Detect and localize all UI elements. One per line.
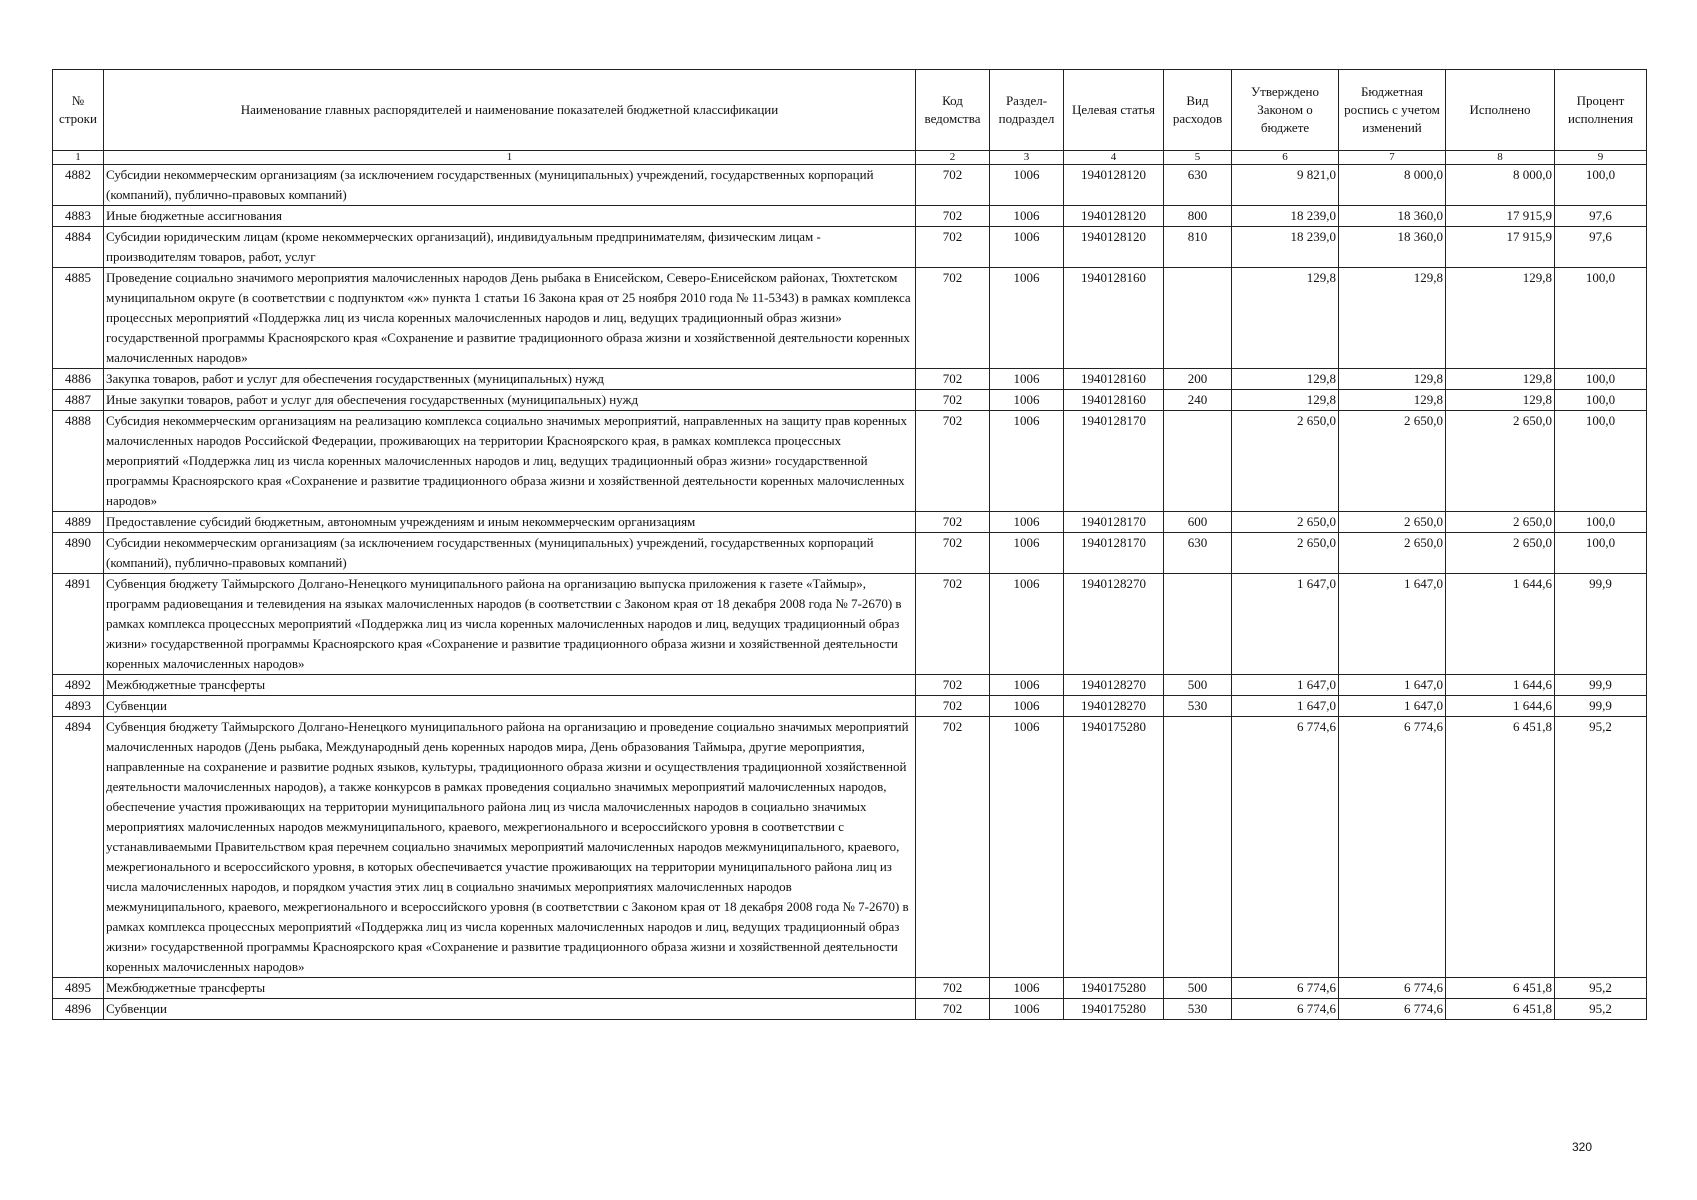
execution-percent: 99,9	[1555, 696, 1647, 717]
column-number: 4	[1064, 151, 1164, 165]
revised-amount: 18 360,0	[1339, 206, 1446, 227]
target-article: 1940175280	[1064, 978, 1164, 999]
table-row	[53, 999, 1647, 1020]
dept-code: 702	[916, 717, 990, 978]
expense-kind: 600	[1164, 512, 1232, 533]
approved-amount: 2 650,0	[1232, 533, 1339, 574]
revised-amount: 1 647,0	[1339, 675, 1446, 696]
revised-amount: 8 000,0	[1339, 165, 1446, 206]
row-number: 4888	[53, 411, 104, 512]
row-number: 4890	[53, 533, 104, 574]
table-row	[53, 978, 1647, 999]
col-header-approved: Утверждено Законом о бюджете	[1232, 70, 1339, 151]
target-article: 1940128270	[1064, 675, 1164, 696]
dept-code: 702	[916, 390, 990, 411]
target-article: 1940128120	[1064, 165, 1164, 206]
row-name: Субвенция бюджету Таймырского Долгано-Ненецкого муниципального района на организацию выпуска приложения к газете «Таймыр», программ радиовещания и телевидения на языках малочисленных народов (в соответствии с Законом края от 18 декабря 2008 года № 7-2670) в рамках комплекса процессных мероприятий «Поддержка лиц из числа коренных малочисленных народов и лиц, ведущих традиционный образ жизни» государственной программы Красноярского края «Сохранение и развитие традиционного образа жизни и хозяйственной деятельности коренных малочисленных народов»	[104, 574, 916, 675]
executed-amount: 6 451,8	[1446, 999, 1555, 1020]
execution-percent: 100,0	[1555, 512, 1647, 533]
row-name: Иные бюджетные ассигнования	[104, 206, 916, 227]
execution-percent: 97,6	[1555, 206, 1647, 227]
executed-amount: 6 451,8	[1446, 978, 1555, 999]
approved-amount: 129,8	[1232, 369, 1339, 390]
section-code: 1006	[990, 574, 1064, 675]
budget-table	[52, 69, 1647, 1020]
dept-code: 702	[916, 696, 990, 717]
approved-amount: 129,8	[1232, 268, 1339, 369]
row-name: Субсидии юридическим лицам (кроме некоммерческих организаций), индивидуальным предпринимателям, физическим лицам - производителям товаров, работ, услуг	[104, 227, 916, 268]
col-header-target-article: Целевая статья	[1064, 70, 1164, 151]
target-article: 1940128270	[1064, 574, 1164, 675]
approved-amount: 2 650,0	[1232, 411, 1339, 512]
expense-kind: 530	[1164, 696, 1232, 717]
section-code: 1006	[990, 390, 1064, 411]
col-header-expense-kind: Вид расходов	[1164, 70, 1232, 151]
target-article: 1940128160	[1064, 390, 1164, 411]
section-code: 1006	[990, 999, 1064, 1020]
table-row	[53, 268, 1647, 369]
section-code: 1006	[990, 369, 1064, 390]
section-code: 1006	[990, 512, 1064, 533]
revised-amount: 6 774,6	[1339, 717, 1446, 978]
row-number: 4892	[53, 675, 104, 696]
executed-amount: 1 644,6	[1446, 675, 1555, 696]
table-row	[53, 227, 1647, 268]
executed-amount: 6 451,8	[1446, 717, 1555, 978]
expense-kind	[1164, 268, 1232, 369]
expense-kind: 530	[1164, 999, 1232, 1020]
approved-amount: 1 647,0	[1232, 675, 1339, 696]
dept-code: 702	[916, 369, 990, 390]
table-row	[53, 533, 1647, 574]
row-name: Субсидии некоммерческим организациям (за исключением государственных (муниципальных) учреждений, государственных корпораций (компаний), публично-правовых компаний)	[104, 533, 916, 574]
dept-code: 702	[916, 533, 990, 574]
page-number: 320	[1572, 1140, 1593, 1154]
approved-amount: 1 647,0	[1232, 696, 1339, 717]
col-header-percent: Процент исполнения	[1555, 70, 1647, 151]
row-number: 4882	[53, 165, 104, 206]
executed-amount: 2 650,0	[1446, 533, 1555, 574]
row-number: 4891	[53, 574, 104, 675]
execution-percent: 100,0	[1555, 533, 1647, 574]
expense-kind: 240	[1164, 390, 1232, 411]
row-name: Предоставление субсидий бюджетным, автономным учреждениям и иным некоммерческим организациям	[104, 512, 916, 533]
row-name: Субвенция бюджету Таймырского Долгано-Ненецкого муниципального района на организацию и проведение социально значимых мероприятий малочисленных народов (День рыбака, Международный день коренных народов мира, День образования Таймыра, другие мероприятия, направленные на сохранение и развитие родных языков, культуры, традиционного образа жизни и осуществления традиционной хозяйственной деятельности малочисленных народов), а также конкурсов в рамках проведения социально значимых мероприятий малочисленных народов, обеспечение участия проживающих на территории муниципального района лиц из числа малочисленных народов в социально значимых мероприятиях малочисленных народов межмуниципального, краевого, межрегионального и всероссийского уровня в соответствии с устанавливаемыми Правительством края перечнем социально значимых мероприятий малочисленных народов межмуниципального, краевого, межрегионального и всероссийского уровня, в которых обеспечивается участие проживающих на территории муниципального района лиц из числа малочисленных народов, и порядком участия этих лиц в социально значимых мероприятиях малочисленных народов межмуниципального, краевого, межрегионального и всероссийского уровня (в соответствии с Законом края от 18 декабря 2008 года № 7-2670) в рамках комплекса процессных мероприятий «Поддержка лиц из числа коренных малочисленных народов и лиц, ведущих традиционный образ жизни» государственной программы Красноярского края «Сохранение и развитие традиционного образа жизни и хозяйственной деятельности коренных малочисленных народов»	[104, 717, 916, 978]
row-name: Субвенции	[104, 999, 916, 1020]
column-number: 2	[916, 151, 990, 165]
target-article: 1940128170	[1064, 533, 1164, 574]
row-number: 4894	[53, 717, 104, 978]
target-article: 1940128270	[1064, 696, 1164, 717]
dept-code: 702	[916, 227, 990, 268]
expense-kind: 500	[1164, 978, 1232, 999]
dept-code: 702	[916, 512, 990, 533]
execution-percent: 100,0	[1555, 268, 1647, 369]
dept-code: 702	[916, 574, 990, 675]
approved-amount: 9 821,0	[1232, 165, 1339, 206]
target-article: 1940128170	[1064, 512, 1164, 533]
revised-amount: 2 650,0	[1339, 411, 1446, 512]
column-number: 5	[1164, 151, 1232, 165]
col-header-name: Наименование главных распорядителей и наименование показателей бюджетной классификации	[104, 70, 916, 151]
row-name: Субсидии некоммерческим организациям (за исключением государственных (муниципальных) учреждений, государственных корпораций (компаний), публично-правовых компаний)	[104, 165, 916, 206]
section-code: 1006	[990, 165, 1064, 206]
expense-kind	[1164, 717, 1232, 978]
target-article: 1940128170	[1064, 411, 1164, 512]
column-number: 7	[1339, 151, 1446, 165]
revised-amount: 2 650,0	[1339, 512, 1446, 533]
executed-amount: 129,8	[1446, 369, 1555, 390]
row-name: Иные закупки товаров, работ и услуг для обеспечения государственных (муниципальных) нужд	[104, 390, 916, 411]
executed-amount: 17 915,9	[1446, 227, 1555, 268]
revised-amount: 2 650,0	[1339, 533, 1446, 574]
table-row	[53, 675, 1647, 696]
revised-amount: 18 360,0	[1339, 227, 1446, 268]
execution-percent: 97,6	[1555, 227, 1647, 268]
execution-percent: 95,2	[1555, 717, 1647, 978]
col-header-revised: Бюджетная роспись с учетом изменений	[1339, 70, 1446, 151]
execution-percent: 100,0	[1555, 369, 1647, 390]
section-code: 1006	[990, 696, 1064, 717]
revised-amount: 6 774,6	[1339, 999, 1446, 1020]
table-row	[53, 574, 1647, 675]
col-header-section: Раздел-подраздел	[990, 70, 1064, 151]
execution-percent: 100,0	[1555, 390, 1647, 411]
expense-kind: 630	[1164, 533, 1232, 574]
executed-amount: 17 915,9	[1446, 206, 1555, 227]
execution-percent: 99,9	[1555, 675, 1647, 696]
executed-amount: 1 644,6	[1446, 574, 1555, 675]
section-code: 1006	[990, 268, 1064, 369]
table-row	[53, 512, 1647, 533]
row-number: 4884	[53, 227, 104, 268]
executed-amount: 2 650,0	[1446, 512, 1555, 533]
row-name: Субсидия некоммерческим организациям на реализацию комплекса социально значимых мероприятий, направленных на защиту прав коренных малочисленных народов Российской Федерации, проживающих на территории Красноярского края, в рамках комплекса процессных мероприятий «Поддержка лиц из числа коренных малочисленных народов и лиц, ведущих традиционный образ жизни» государственной программы Красноярского края «Сохранение и развитие традиционного образа жизни и хозяйственной деятельности коренных малочисленных народов»	[104, 411, 916, 512]
section-code: 1006	[990, 411, 1064, 512]
revised-amount: 1 647,0	[1339, 696, 1446, 717]
column-number: 1	[104, 151, 916, 165]
table-row	[53, 696, 1647, 717]
expense-kind: 200	[1164, 369, 1232, 390]
approved-amount: 6 774,6	[1232, 717, 1339, 978]
row-name: Закупка товаров, работ и услуг для обеспечения государственных (муниципальных) нужд	[104, 369, 916, 390]
header-row	[53, 70, 1647, 151]
executed-amount: 8 000,0	[1446, 165, 1555, 206]
dept-code: 702	[916, 675, 990, 696]
expense-kind: 500	[1164, 675, 1232, 696]
row-name: Межбюджетные трансферты	[104, 675, 916, 696]
row-number: 4889	[53, 512, 104, 533]
dept-code: 702	[916, 165, 990, 206]
col-header-row-number: № строки	[53, 70, 104, 151]
dept-code: 702	[916, 411, 990, 512]
section-code: 1006	[990, 227, 1064, 268]
row-number: 4883	[53, 206, 104, 227]
target-article: 1940128160	[1064, 369, 1164, 390]
expense-kind	[1164, 574, 1232, 675]
expense-kind: 800	[1164, 206, 1232, 227]
table-body	[53, 165, 1647, 1020]
approved-amount: 129,8	[1232, 390, 1339, 411]
approved-amount: 2 650,0	[1232, 512, 1339, 533]
target-article: 1940128160	[1064, 268, 1164, 369]
column-number: 9	[1555, 151, 1647, 165]
col-header-executed: Исполнено	[1446, 70, 1555, 151]
execution-percent: 95,2	[1555, 999, 1647, 1020]
revised-amount: 1 647,0	[1339, 574, 1446, 675]
column-number: 6	[1232, 151, 1339, 165]
execution-percent: 100,0	[1555, 411, 1647, 512]
revised-amount: 6 774,6	[1339, 978, 1446, 999]
column-number: 3	[990, 151, 1064, 165]
column-number: 1	[53, 151, 104, 165]
expense-kind: 810	[1164, 227, 1232, 268]
approved-amount: 18 239,0	[1232, 206, 1339, 227]
execution-percent: 99,9	[1555, 574, 1647, 675]
table-row	[53, 411, 1647, 512]
expense-kind: 630	[1164, 165, 1232, 206]
target-article: 1940128120	[1064, 227, 1164, 268]
executed-amount: 129,8	[1446, 390, 1555, 411]
approved-amount: 1 647,0	[1232, 574, 1339, 675]
target-article: 1940175280	[1064, 999, 1164, 1020]
executed-amount: 2 650,0	[1446, 411, 1555, 512]
dept-code: 702	[916, 206, 990, 227]
row-number: 4896	[53, 999, 104, 1020]
executed-amount: 129,8	[1446, 268, 1555, 369]
column-number-row	[53, 151, 1647, 165]
row-name: Межбюджетные трансферты	[104, 978, 916, 999]
section-code: 1006	[990, 675, 1064, 696]
table-row	[53, 369, 1647, 390]
column-number: 8	[1446, 151, 1555, 165]
execution-percent: 100,0	[1555, 165, 1647, 206]
revised-amount: 129,8	[1339, 268, 1446, 369]
dept-code: 702	[916, 999, 990, 1020]
table-row	[53, 390, 1647, 411]
col-header-dept-code: Код ведомства	[916, 70, 990, 151]
row-number: 4886	[53, 369, 104, 390]
row-number: 4887	[53, 390, 104, 411]
revised-amount: 129,8	[1339, 369, 1446, 390]
row-number: 4885	[53, 268, 104, 369]
approved-amount: 6 774,6	[1232, 978, 1339, 999]
revised-amount: 129,8	[1339, 390, 1446, 411]
row-name: Проведение социально значимого мероприятия малочисленных народов День рыбака в Енисейском, Северо-Енисейском районах, Тюхтетском муниципальном округе (в соответствии с подпунктом «ж» пункта 1 статьи 16 Закона края от 25 ноября 2010 года № 11-5343) в рамках комплекса процессных мероприятий «Поддержка лиц из числа коренных малочисленных народов и лиц, ведущих традиционный образ жизни» государственной программы Красноярского края «Сохранение и развитие традиционного образа жизни и хозяйственной деятельности коренных малочисленных народов»	[104, 268, 916, 369]
row-number: 4893	[53, 696, 104, 717]
section-code: 1006	[990, 533, 1064, 574]
row-name: Субвенции	[104, 696, 916, 717]
section-code: 1006	[990, 717, 1064, 978]
row-number: 4895	[53, 978, 104, 999]
executed-amount: 1 644,6	[1446, 696, 1555, 717]
table-row	[53, 206, 1647, 227]
approved-amount: 6 774,6	[1232, 999, 1339, 1020]
section-code: 1006	[990, 206, 1064, 227]
approved-amount: 18 239,0	[1232, 227, 1339, 268]
expense-kind	[1164, 411, 1232, 512]
section-code: 1006	[990, 978, 1064, 999]
target-article: 1940128120	[1064, 206, 1164, 227]
dept-code: 702	[916, 978, 990, 999]
target-article: 1940175280	[1064, 717, 1164, 978]
table-row	[53, 717, 1647, 978]
dept-code: 702	[916, 268, 990, 369]
table-row	[53, 165, 1647, 206]
execution-percent: 95,2	[1555, 978, 1647, 999]
